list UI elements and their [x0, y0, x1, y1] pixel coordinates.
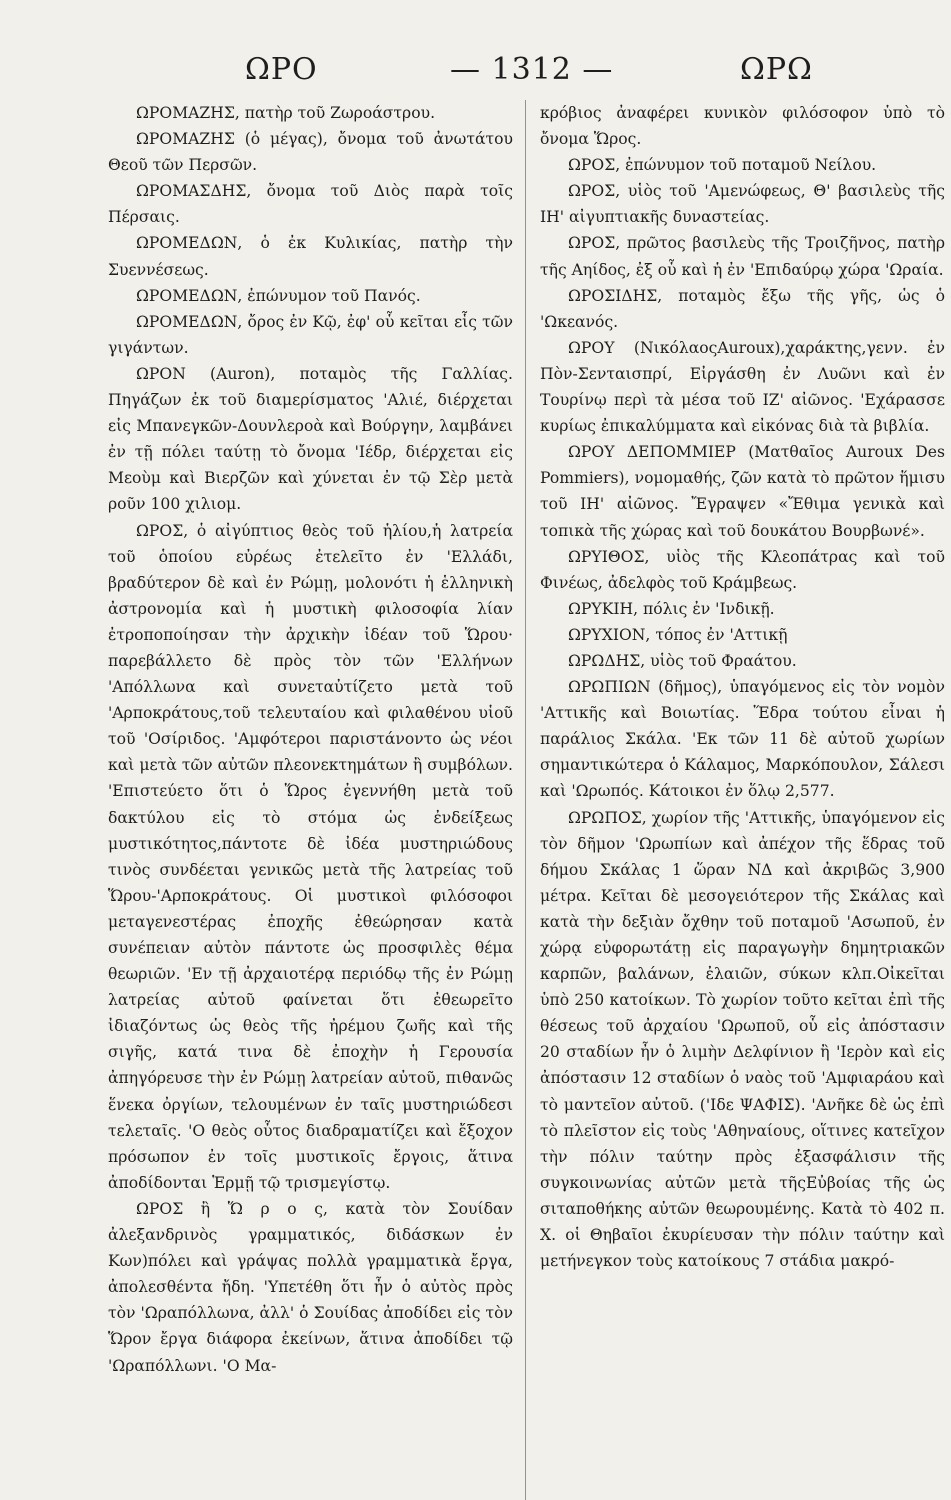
- header-left-guideword: ΩΡΟ: [245, 52, 318, 87]
- page-header: [90, 52, 901, 102]
- column-divider: [525, 100, 526, 1500]
- entry: ΩΡΥΧΙΟΝ, τόπος ἐν 'Αττικῇ: [568, 625, 788, 644]
- entry: ΩΡΥΙΘΟΣ, υἱὸς τῆς Κλεοπάτρας καὶ τοῦ Φινέως, ἀδελφὸς τοῦ Κράμβεως.: [540, 547, 945, 592]
- header-right-guideword: ΩΡΩ: [740, 52, 813, 87]
- entry: ΩΡΟΥ ΔΕΠΟΜΜΙΕΡ (Ματθαῖος Auroux Des Pommiers), νομομαθής, ζῶν κατὰ τὸ πρῶτον ἥμισυ τοῦ ΙΗ' αἰῶνος. Ἔγραψεν «Ἔθιμα γενικὰ καὶ τοπικὰ τῆς χώρας καὶ τοῦ δουκάτου Βουρβωνέ».: [540, 443, 945, 540]
- page-number: — 1312 —: [450, 52, 614, 87]
- entry: ΩΡΟΣ, ἐπώνυμον τοῦ ποταμοῦ Νείλου.: [568, 156, 877, 175]
- entry-continuation: κρόβιος ἀναφέρει κυνικὸν φιλόσοφον ὑπὸ τὸ ὄνομα Ὥρος.: [540, 104, 945, 149]
- entry: ΩΡΟΜΕΔΩΝ, ὄρος ἐν Κῷ, ἐφ' οὗ κεῖται εἷς τῶν γιγάντων.: [108, 312, 513, 357]
- entry: ΩΡΟΜΕΔΩΝ, ὁ ἐκ Κυλικίας, πατὴρ τὴν Συεννέσεως.: [108, 234, 513, 279]
- entry: ΩΡΩΠΟΣ, χωρίον τῆς 'Αττικῆς, ὑπαγόμενον εἰς τὸν δῆμον 'Ωρωπίων καὶ ἀπέχον τῆς ἕδρας τοῦ δήμου Σκάλας 1 ὥραν ΝΔ καὶ ἀκριβῶς 3,900 μέτρα. Κεῖται δὲ μεσογειότερον τῆς Σκάλας καὶ κατὰ τὴν δεξιὰν ὄχθην τοῦ ποταμοῦ 'Ασωποῦ, ἐν χώρᾳ εὐφορωτάτῃ εἰς παραγωγὴν δημητριακῶν καρπῶν, βαλάνων, ἐλαιῶν, σύκων κλπ.Οἰκεῖται ὑπὸ 250 κατοίκων. Τὸ χωρίον τοῦτο κεῖται ἐπὶ τῆς θέσεως τοῦ ἀρχαίου 'Ωρωποῦ, οὗ εἰς ἀπόστασιν 20 σταδίων ἦν ὁ λιμὴν Δελφίνιον ἢ 'Ιερὸν καὶ εἰς ἀπόστασιν 12 σταδίων ὁ ναὸς τοῦ 'Αμφιαράου καὶ τὸ μαντεῖον αὐτοῦ. ('Ιδε ΨΑΦΙΣ). 'Ανῆκε δὲ ὡς ἐπὶ τὸ πλεῖστον εἰς τοὺς 'Αθηναίους, οἵτινες κατεῖχον τὴν πόλιν ταύτην πρὸς ἐξασφάλισιν τῆς συγκοινωνίας αὐτῶν μετὰ τῆςΕὐβοίας τῆς ὡς σιταποθήκης αὐτῶν θεωρουμένης. Κατὰ τὸ 402 π. Χ. οἱ Θηβαῖοι ἐκυρίευσαν τὴν πόλιν ταύτην καὶ μετήνεγκον τοὺς κατοίκους 7 στάδια μακρό-: [540, 808, 945, 1271]
- entry: ΩΡΩΔΗΣ, υἱὸς τοῦ Φραάτου.: [568, 651, 797, 670]
- right-column: [540, 100, 945, 1274]
- entry: ΩΡΟΜΑΖΗΣ, πατὴρ τοῦ Ζωροάστρου.: [136, 104, 436, 122]
- entry: ΩΡΟΣΙΔΗΣ, ποταμὸς ἔξω τῆς γῆς, ὡς ὁ 'Ωκεανός.: [540, 286, 945, 331]
- entry: ΩΡΟΣ, υἱὸς τοῦ 'Αμενώφεως, Θ' βασιλεὺς τῆς ΙΗ' αἰγυπτιακῆς δυναστείας.: [540, 182, 945, 227]
- entry: ΩΡΟΣ ἢ Ὥ ρ ο ς, κατὰ τὸν Σουίδαν ἀλεξανδρινὸς γραμματικός, διδάσκων ἐν Κων)πόλει καὶ γράψας πολλὰ γραμματικὰ ἔργα, ἀπολεσθέντα ἤδη. 'Υπετέθη ὅτι ἦν ὁ αὐτὸς πρὸς τὸν 'Ωραπόλλωνα, ἀλλ' ὁ Σουίδας ἀποδίδει εἰς τὸν Ὥρον ἔργα διάφορα ἐκείνων, ἅτινα ἀποδίδει τῷ 'Ωραπόλλωνι. 'Ο Μα-: [108, 1199, 513, 1375]
- entry: ΩΡΟΥ (ΝικόλαοςAuroux),χαράκτης,γενν. ἐν Πὸν-Σενταισπρί, Εἰργάσθη ἐν Λυῶνι καὶ ἐν Τουρίνῳ περὶ τὰ μέσα τοῦ ΙΖ' αἰῶνος. 'Εχάρασσε κυρίως ἐπικαλύμματα καὶ εἰκόνας διὰ τὰ βιβλία.: [540, 338, 945, 436]
- entry: ΩΡΥΚΙΗ, πόλις ἐν 'Ινδικῇ.: [568, 599, 775, 618]
- entry: ΩΡΟΣ, ὁ αἰγύπτιος θεὸς τοῦ ἡλίου,ἡ λατρεία τοῦ ὁποίου εὐρέως ἐτελεῖτο ἐν 'Ελλάδι, βραδύτερον δὲ καὶ ἐν Ρώμῃ, μολονότι ἡ ἑλληνικὴ ἀστρονομία καὶ ἡ μυστικὴ φιλοσοφία λίαν ἐτροποποίησαν τὴν ἀρχικὴν ἰδέαν τοῦ Ὥρου· παρεβάλλετο δὲ πρὸς τὸν τῶν 'Ελλήνων 'Απόλλωνα καὶ συνεταὐτίζετο μετὰ τοῦ 'Αρποκράτους,τοῦ τελευταίου καὶ φιλαθένου υἱοῦ τοῦ 'Οσίριδος. 'Αμφότεροι παριστάνοντο ὡς νέοι καὶ μετὰ τῶν αὐτῶν πλεονεκτημάτων ἢ συμβόλων. 'Επιστεύετο ὅτι ὁ Ὥρος ἐγεννήθη μετὰ τοῦ δακτύλου εἰς τὸ στόμα ὡς ἐνδείξεως μυστικότητος,πάντοτε δὲ ἰδέα μυστηριώδους τινὸς συνδέεται γενικῶς μετὰ τῆς λατρείας τοῦ Ὥρου-'Αρποκράτους. Οἱ μυστικοὶ φιλόσοφοι μεταγενεστέρας ἐποχῆς ἐθεώρησαν κατὰ συνέπειαν αὐτὸν πάντοτε ὡς προσφιλὲς θέμα θεωριῶν. 'Εν τῇ ἀρχαιοτέρᾳ περιόδῳ τῆς ἐν Ρώμῃ λατρείας αὐτοῦ φαίνεται ὅτι ἐθεωρεῖτο ἰδιαζόντως ὡς θεὸς τῆς ἠρέμου ζωῆς καὶ τῆς σιγῆς, κατά τινα δὲ ἐποχὴν ἡ Γερουσία ἀπηγόρευσε τὴν ἐν Ρώμῃ λατρείαν αὐτοῦ, πιθανῶς ἕνεκα ὀργίων, τελουμένων ἐν ταῖς μυστηριώδεσι τελεταῖς. 'Ο θεὸς οὗτος διαδραματίζει καὶ ἔξοχον πρόσωπον ἐν τοῖς μυστικοῖς ἔργοις, ἅτινα ἀποδίδονται Ἑρμῇ τῷ τρισμεγίστῳ.: [108, 521, 513, 1192]
- left-column: [108, 100, 513, 1379]
- entry: ΩΡΟΜΕΔΩΝ, ἐπώνυμον τοῦ Πανός.: [136, 286, 421, 305]
- entry: ΩΡΟΜΑΣΔΗΣ, ὄνομα τοῦ Διὸς παρὰ τοῖς Πέρσαις.: [108, 182, 513, 227]
- entry: ΩΡΟΝ (Auron), ποταμὸς τῆς Γαλλίας. Πηγάζων ἐκ τοῦ διαμερίσματος 'Αλιέ, διέρχεται εἰς Μπανεγκῶν-Δουνλεροὰ καὶ Βούργην, λαμβάνει ἐν τῇ πόλει ταύτῃ τὸ ὄνομα 'Ιέδρ, διέρχεται εἰς Μεοὺμ καὶ Βιερζῶν καὶ χύνεται ἐν τῷ Σὲρ μετὰ ροῦν 100 χιλιομ.: [108, 364, 513, 514]
- entry: ΩΡΩΠΙΩΝ (δῆμος), ὑπαγόμενος εἰς τὸν νομὸν 'Αττικῆς καὶ Βοιωτίας. Ἕδρα τούτου εἶναι ἡ παράλιος Σκάλα. 'Εκ τῶν 11 δὲ αὐτοῦ χωρίων σημαντικώτερα ὁ Κάλαμος, Μαρκόπουλον, Σάλεσι καὶ 'Ωρωπός. Κάτοικοι ἐν ὅλῳ 2,577.: [540, 678, 945, 801]
- entry: ΩΡΟΣ, πρῶτος βασιλεὺς τῆς Τροιζῆνος, πατὴρ τῆς Αηίδος, ἐξ οὗ καὶ ἡ ἐν 'Επιδαύρῳ χώρα 'Ωραία.: [540, 234, 945, 279]
- entry: ΩΡΟΜΑΖΗΣ (ὁ μέγας), ὄνομα τοῦ ἀνωτάτου Θεοῦ τῶν Περσῶν.: [108, 130, 513, 175]
